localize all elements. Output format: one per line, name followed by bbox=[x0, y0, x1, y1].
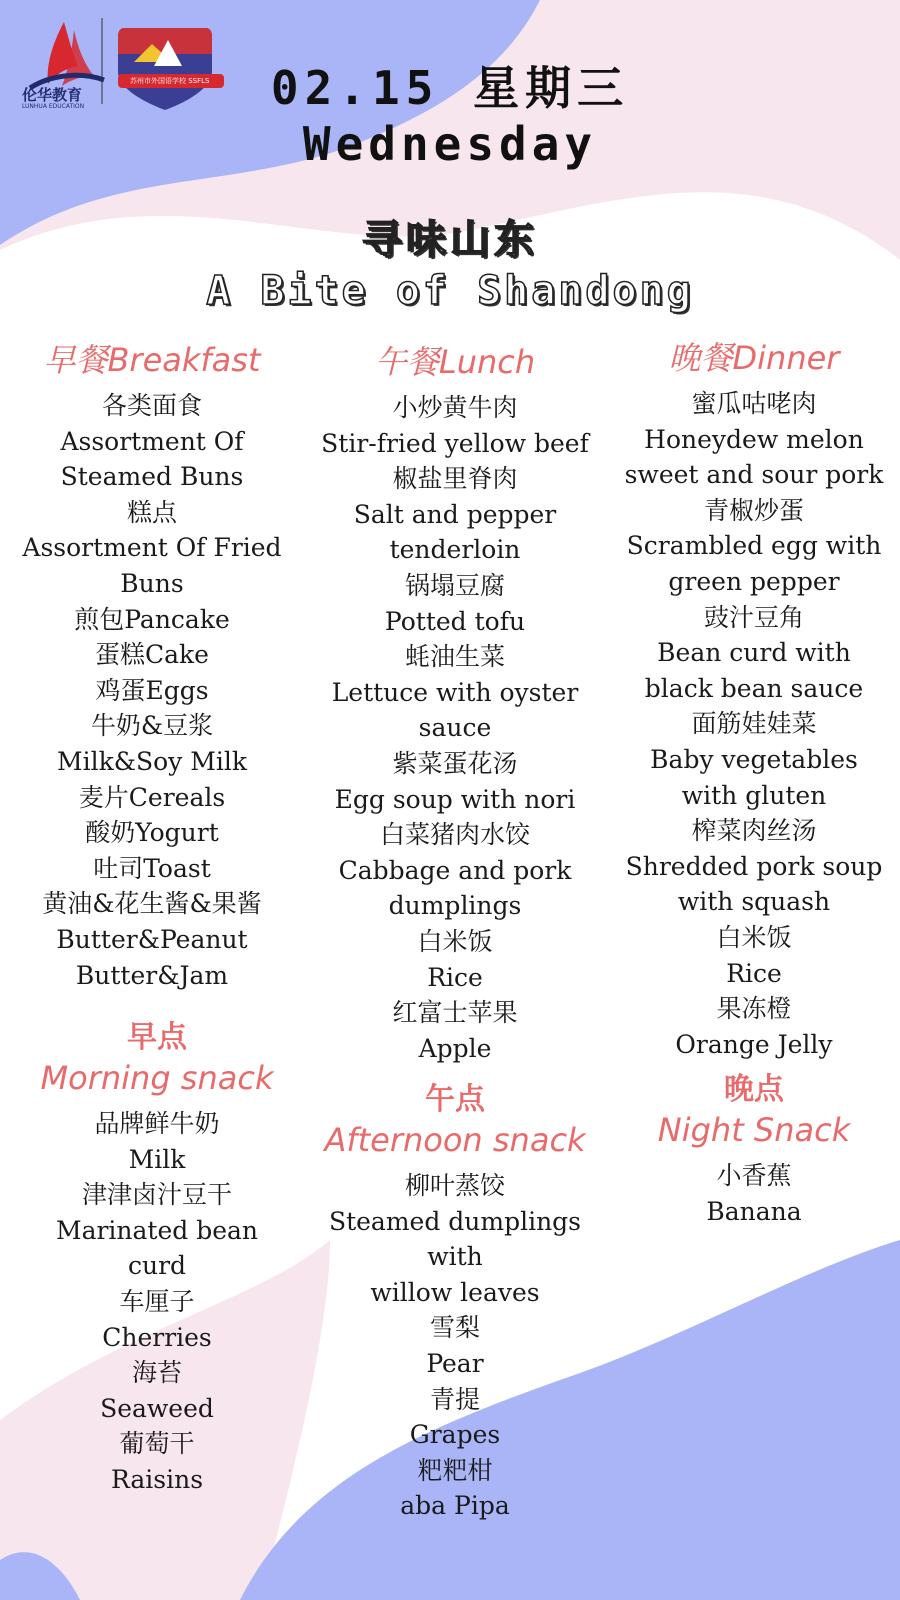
list-item: 白米饭 bbox=[716, 922, 792, 952]
list-item: Shredded pork soup bbox=[625, 851, 883, 881]
list-item: 白菜猪肉水饺 bbox=[379, 820, 530, 850]
list-item: Bean curd with bbox=[657, 638, 851, 668]
list-item: 白米饭 bbox=[417, 926, 493, 956]
list-item: Cabbage and pork bbox=[338, 855, 572, 885]
list-item: tenderloin bbox=[389, 535, 521, 565]
list-item: Grapes bbox=[409, 1420, 501, 1450]
list-item: Rice bbox=[726, 958, 782, 988]
lunch-list bbox=[300, 390, 610, 1066]
theme-title bbox=[0, 215, 900, 317]
list-item: Salt and pepper bbox=[353, 499, 557, 529]
list-item: 紫菜蛋花汤 bbox=[392, 748, 518, 778]
list-item: curd bbox=[127, 1251, 187, 1281]
list-item: Cherries bbox=[102, 1322, 212, 1352]
list-item: Lettuce with oyster bbox=[331, 677, 579, 707]
list-item: Raisins bbox=[110, 1464, 204, 1494]
list-item: Pear bbox=[426, 1348, 484, 1378]
list-item: 椒盐里脊肉 bbox=[392, 464, 518, 494]
list-item: Assortment Of Fried bbox=[22, 533, 282, 563]
list-item: Scrambled egg with bbox=[626, 531, 882, 561]
list-item: Potted tofu bbox=[384, 606, 526, 636]
list-item: 煎包Pancake bbox=[74, 604, 230, 634]
list-item: green pepper bbox=[668, 566, 840, 596]
list-item: Butter&Jam bbox=[75, 960, 229, 990]
morning-snack-title-en: Morning snack bbox=[40, 1059, 274, 1097]
afternoon-snack-title-cn: 午点 bbox=[425, 1082, 485, 1117]
list-item: 小香蕉 bbox=[716, 1161, 792, 1190]
list-item: 雪梨 bbox=[429, 1313, 480, 1343]
theme-title-en: A Bite of Shandong bbox=[206, 268, 694, 314]
night-snack-title-cn: 晚点 bbox=[724, 1072, 784, 1107]
afternoon-snack-list bbox=[300, 1168, 610, 1524]
list-item: 糕点 bbox=[126, 497, 177, 527]
list-item: 车厘子 bbox=[119, 1286, 195, 1316]
morning-snack-list bbox=[22, 1106, 292, 1498]
theme-title-cn: 寻味山东 bbox=[362, 217, 538, 263]
list-item: aba Pipa bbox=[400, 1491, 510, 1521]
logo-subtext: LUNHUA EDUCATION bbox=[22, 103, 85, 110]
list-item: 蚝油生菜 bbox=[404, 642, 505, 672]
list-item: 果冻橙 bbox=[716, 994, 792, 1024]
lunch-title: 午餐Lunch bbox=[374, 343, 536, 381]
logo-text: 伦华教育 bbox=[22, 86, 83, 104]
night-snack-list bbox=[615, 1158, 893, 1229]
list-item: 面筋娃娃菜 bbox=[691, 709, 817, 739]
morning-snack-section bbox=[22, 1018, 292, 1498]
list-item: 品牌鲜牛奶 bbox=[94, 1109, 220, 1138]
breakfast-list bbox=[12, 388, 292, 993]
list-item: sweet and sour pork bbox=[624, 460, 884, 490]
list-item: 粑粑柑 bbox=[417, 1455, 493, 1485]
list-item: sauce bbox=[418, 713, 492, 743]
list-item: 蛋糕Cake bbox=[95, 640, 209, 670]
dinner-list bbox=[615, 386, 893, 1062]
list-item: Baby vegetables bbox=[650, 744, 858, 774]
list-item: Marinated bean bbox=[55, 1215, 259, 1245]
list-item: Honeydew melon bbox=[644, 424, 864, 454]
list-item: Milk&Soy Milk bbox=[57, 746, 247, 776]
dinner-title: 晚餐Dinner bbox=[668, 339, 840, 377]
weekday-title: Wednesday bbox=[302, 117, 598, 171]
list-item: 黄油&花生酱&果酱 bbox=[42, 889, 262, 919]
list-item: 葡萄干 bbox=[119, 1429, 195, 1459]
list-item: Banana bbox=[706, 1196, 802, 1226]
list-item: 海苔 bbox=[131, 1358, 182, 1388]
list-item: Stir-fried yellow beef bbox=[321, 428, 589, 458]
list-item: Egg soup with nori bbox=[334, 784, 576, 814]
afternoon-snack-title-en: Afternoon snack bbox=[324, 1121, 586, 1159]
afternoon-snack-section bbox=[300, 1080, 610, 1524]
lunch-section bbox=[300, 342, 610, 1066]
list-item: 小炒黄牛肉 bbox=[392, 393, 518, 422]
list-item: 酸奶Yogurt bbox=[85, 818, 219, 848]
list-item: dumplings bbox=[388, 891, 522, 921]
list-item: 柳叶蒸饺 bbox=[404, 1171, 505, 1200]
list-item: 吐司Toast bbox=[93, 853, 211, 883]
list-item: 各类面食 bbox=[101, 391, 202, 420]
list-item: with squash bbox=[677, 887, 831, 917]
list-item: with gluten bbox=[681, 780, 827, 810]
header bbox=[0, 60, 900, 172]
list-item: 青提 bbox=[429, 1384, 480, 1414]
list-item: Apple bbox=[418, 1033, 492, 1063]
list-item: 红富士苹果 bbox=[392, 998, 518, 1028]
list-item: Seaweed bbox=[100, 1393, 214, 1423]
night-snack-title-en: Night Snack bbox=[657, 1111, 851, 1149]
list-item: 锅塌豆腐 bbox=[404, 570, 505, 600]
list-item: 豉汁豆角 bbox=[703, 602, 804, 632]
list-item: Orange Jelly bbox=[675, 1029, 833, 1059]
school-badge-text: 苏州市外国语学校 SSFLS bbox=[130, 77, 210, 85]
list-item: willow leaves bbox=[370, 1277, 540, 1307]
list-item: Milk bbox=[128, 1144, 186, 1174]
list-item: 鸡蛋Eggs bbox=[95, 675, 209, 705]
list-item: black bean sauce bbox=[644, 673, 864, 703]
list-item: 蜜瓜咕咾肉 bbox=[691, 389, 817, 418]
morning-snack-title-cn: 早点 bbox=[127, 1020, 187, 1055]
list-item: 津津卤汁豆干 bbox=[81, 1180, 232, 1210]
date-title: 02.15 星期三 bbox=[270, 61, 630, 115]
list-item: 牛奶&豆浆 bbox=[90, 711, 214, 741]
list-item: Buns bbox=[120, 568, 184, 598]
list-item: 青椒炒蛋 bbox=[703, 495, 804, 525]
list-item: Steamed dumplings with bbox=[328, 1206, 582, 1272]
list-item: Rice bbox=[427, 962, 483, 992]
list-item: 麦片Cereals bbox=[78, 782, 226, 812]
list-item: Steamed Buns bbox=[60, 462, 244, 492]
list-item: Butter&Peanut bbox=[56, 924, 248, 954]
list-item: 榨菜肉丝汤 bbox=[691, 816, 817, 846]
breakfast-section bbox=[12, 340, 292, 993]
night-snack-section bbox=[615, 1070, 893, 1229]
breakfast-title: 早餐Breakfast bbox=[43, 341, 261, 379]
dinner-section bbox=[615, 338, 893, 1062]
list-item: Assortment Of bbox=[60, 426, 244, 456]
